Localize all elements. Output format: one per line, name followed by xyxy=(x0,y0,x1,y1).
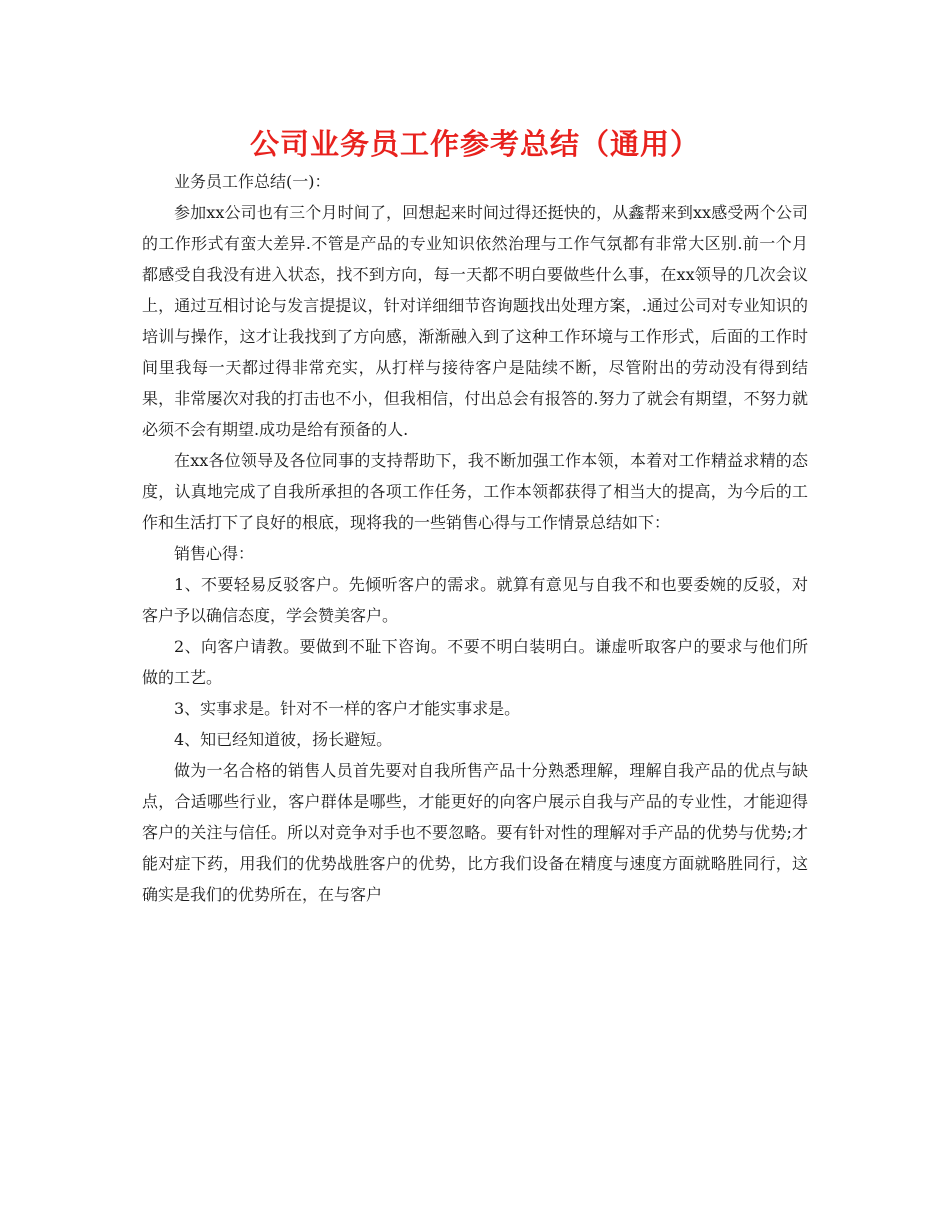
paragraph: 做为一名合格的销售人员首先要对自我所售产品十分熟悉理解，理解自我产品的优点与缺点，合适哪些行业，客户群体是哪些，才能更好的向客户展示自我与产品的专业性，才能迎得客户的关注与信任。所以对竞争对手也不要忽略。要有针对性的理解对手产品的优势与优势;才能对症下药，用我们的优势战胜客户的优势，比方我们设备在精度与速度方面就略胜同行，这确实是我们的优势所在，在与客户 xyxy=(142,761,808,904)
list-item: 2、向客户请教。要做到不耻下咨询。不要不明白装明白。谦虚听取客户的要求与他们所做的工艺。 xyxy=(142,637,808,687)
list-item: 3、实事求是。针对不一样的客户才能实事求是。 xyxy=(174,699,521,718)
list-item: 1、不要轻易反驳客户。先倾听客户的需求。就算有意见与自我不和也要委婉的反驳，对客户予以确信态度，学会赞美客户。 xyxy=(142,575,808,625)
document-body xyxy=(142,166,808,910)
paragraph-heading: 销售心得： xyxy=(174,544,255,563)
document-title: 公司业务员工作参考总结（通用） xyxy=(249,127,700,161)
paragraph: 在xx各位领导及各位同事的支持帮助下，我不断加强工作本领，本着对工作精益求精的态度，认真地完成了自我所承担的各项工作任务，工作本领都获得了相当大的提高，为今后的工作和生活打下了良好的根底，现将我的一些销售心得与工作情景总结如下： xyxy=(142,451,808,532)
paragraph-subtitle: 业务员工作总结(一)： xyxy=(174,172,331,191)
list-item: 4、知已经知道彼，扬长避短。 xyxy=(174,730,393,749)
paragraph: 参加xx公司也有三个月时间了，回想起来时间过得还挺快的，从鑫帮来到xx感受两个公司的工作形式有蛮大差异.不管是产品的专业知识依然治理与工作气氛都有非常大区别.前一个月都感受自我没有进入状态，找不到方向，每一天都不明白要做些什么事，在xx领导的几次会议上，通过互相讨论与发言提提议，针对详细细节咨询题找出处理方案，.通过公司对专业知识的培训与操作，这才让我找到了方向感，渐渐融入到了这种工作环境与工作形式，后面的工作时间里我每一天都过得非常充实，从打样与接待客户是陆续不断，尽管附出的劳动没有得到结果，非常屡次对我的打击也不小，但我相信，付出总会有报答的.努力了就会有期望，不努力就必须不会有期望.成功是给有预备的人. xyxy=(142,203,808,439)
